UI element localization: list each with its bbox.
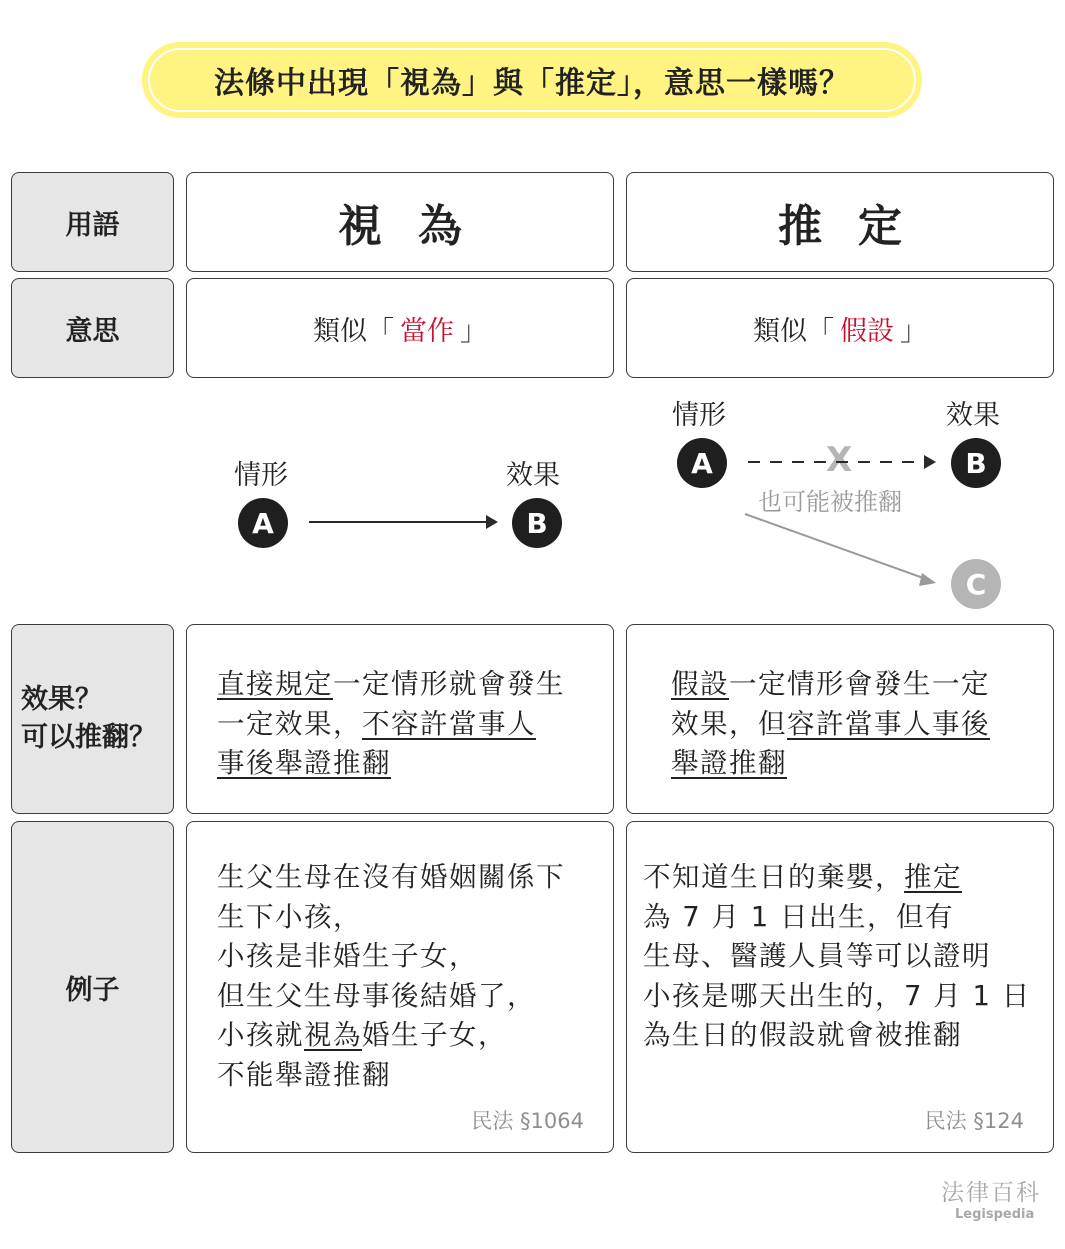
presumed-dashed-arrow-head [924,455,936,469]
presumed-node-a: A [677,438,727,488]
text-segment: 為生日的假設就會被推翻 [643,1019,962,1051]
text-segment: 但生父生母事後結婚了， [217,979,536,1012]
underlined-phrase: 容許當事人事後 [787,707,990,740]
underlined-phrase: 假設 [671,668,729,700]
row-label-example-text: 例子 [65,974,120,1006]
text-segment: 生母、醫護人員等可以證明 [643,940,991,972]
deemed-node-a: A [238,498,288,548]
text-segment: 為 7 月 1 日出生，但有 [643,900,954,933]
text-segment: 不知道生日的棄嬰， [643,861,904,893]
row-label-effect-line1: 效果？ [21,684,102,715]
brand-subtitle: Legispedia [955,1207,1035,1222]
example-presumed-text [643,858,1031,1056]
presumed-node-b: B [951,438,1001,488]
meaning-deemed-highlight: 當作 [400,315,454,347]
underlined-phrase: 不容許當事人 [362,707,536,740]
cross-mark-icon: X [826,440,853,480]
text-line [217,1056,565,1096]
underlined-phrase: 事後舉證推翻 [217,747,391,779]
meaning-deemed-suffix: 」 [460,315,487,347]
row-label-example [11,821,174,1153]
effect-presumed-cell [626,624,1054,814]
text-segment: 一定情形就會發生 [333,668,565,700]
text-line [217,937,565,977]
text-segment: 效果，但 [671,707,787,740]
text-segment: 生父生母在沒有婚姻關係下 [217,861,565,893]
underlined-phrase: 舉證推翻 [671,747,787,779]
presumed-reference: 民法 §124 [924,1109,1024,1133]
term-deemed: 視為 [338,201,498,252]
presumed-effect-label: 效果 [946,400,1000,431]
text-segment: 一定情形會發生一定 [729,668,990,700]
row-label-meaning-text: 意思 [65,315,120,347]
underlined-phrase: 視為 [304,1019,362,1051]
text-line [643,898,1031,938]
text-line [643,858,1031,898]
example-deemed-cell [186,821,614,1153]
text-line [671,744,990,784]
presumed-situation-label: 情形 [672,400,726,431]
text-line [217,705,565,745]
text-line [217,744,565,784]
row-label-effect [11,624,174,814]
text-line [217,665,565,705]
effect-deemed-text [217,665,565,784]
text-segment: 小孩就 [217,1019,304,1051]
text-segment: 小孩是非婚生子女， [217,940,478,972]
effect-deemed-cell [186,624,614,814]
deemed-arrow-head [486,515,498,529]
meaning-presumed-highlight: 假設 [840,315,894,347]
overturn-arrow-line [745,514,926,579]
brand-logo: 法律百科 [941,1180,1041,1206]
text-line [671,665,990,705]
text-line [217,1016,565,1056]
deemed-reference: 民法 §1064 [471,1109,584,1133]
text-segment: 婚生子女， [362,1019,507,1051]
deemed-node-b: B [512,498,562,548]
page-title: 法條中出現「視為」與「推定」，意思一樣嗎？ [148,48,916,112]
text-segment: 不能舉證推翻 [217,1058,391,1091]
text-line [643,937,1031,977]
presumed-node-c: C [951,559,1001,609]
text-line [643,977,1031,1017]
text-line [671,705,990,745]
text-line [217,898,565,938]
text-line [217,977,565,1017]
row-label-effect-line2: 可以推翻？ [21,722,156,753]
text-segment: 小孩是哪天出生的，7 月 1 日 [643,979,1031,1012]
underlined-phrase: 推定 [904,861,962,893]
row-label-term-text: 用語 [65,209,120,241]
text-segment: 一定效果， [217,707,362,740]
overturn-note: 也可能被推翻 [758,488,902,516]
underlined-phrase: 直接規定 [217,668,333,700]
overturn-arrow-head [919,573,936,586]
term-presumed: 推定 [778,201,938,252]
meaning-presumed-suffix: 」 [900,315,927,347]
effect-presumed-text [671,665,990,784]
deemed-situation-label: 情形 [234,460,288,491]
text-segment: 生下小孩， [217,900,362,933]
text-line [643,1016,1031,1056]
text-line [217,858,565,898]
meaning-presumed-prefix: 類似「 [753,315,834,347]
example-presumed-cell [626,821,1054,1153]
meaning-deemed-prefix: 類似「 [313,315,394,347]
example-deemed-text [217,858,565,1095]
deemed-effect-label: 效果 [506,460,560,491]
